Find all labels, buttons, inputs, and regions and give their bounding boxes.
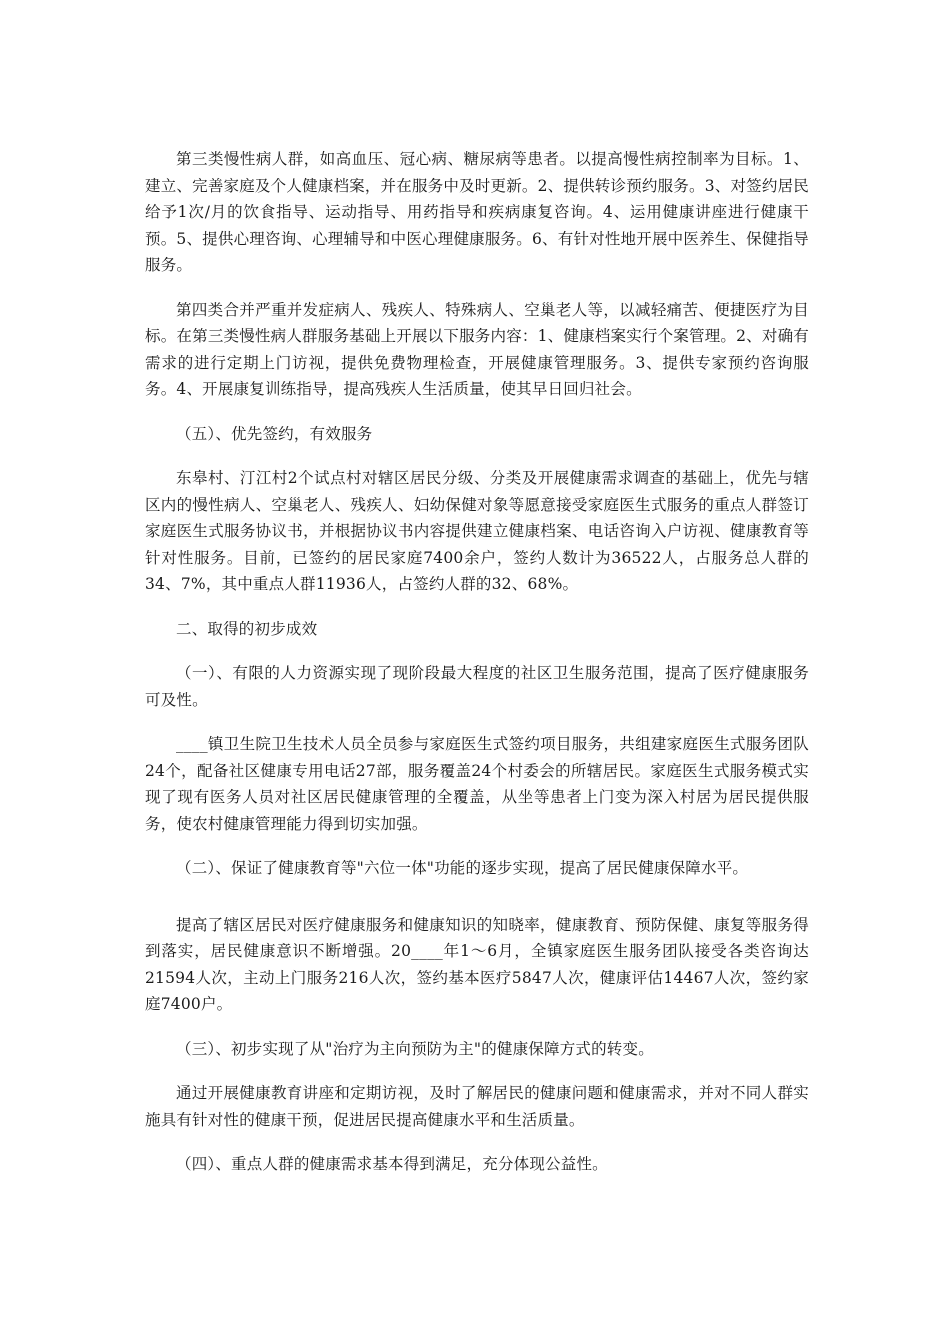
paragraph-health-awareness: 提高了辖区居民对医疗健康服务和健康知识的知晓率，健康教育、预防保健、康复等服务得到落实，居民健康意识不断增强。20____年1～6月，全镇家庭医生服务团队接受各类咨询达21594人次，主动上门服务216人次，签约基本医疗5847人次，健康评估14467人次，签约家庭7400户。 (145, 915, 809, 1013)
heading-priority-signing: （五）、优先签约，有效服务 (176, 424, 373, 443)
paragraph-category-three: 第三类慢性病人群，如高血压、冠心病、糖尿病等患者。以提高慢性病控制率为目标。1、建立、完善家庭及个人健康档案，并在服务中及时更新。2、提供转诊预约服务。3、对签约居民给予1次/月的饮食指导、运动指导、用药指导和疾病康复咨询。4、运用健康讲座进行健康干预。5、提供心理咨询、心理辅导和中医心理健康服务。6、有针对性地开展中医养生、保健指导服务。 (145, 150, 809, 274)
paragraph-service-teams: ____镇卫生院卫生技术人员全员参与家庭医生式签约项目服务，共组建家庭医生式服务团队24个，配备社区健康专用电话27部，服务覆盖24个村委会的所辖居民。家庭医生式服务模式实现了现有医务人员对社区居民健康管理的全覆盖，从坐等患者上门变为深入村居为居民提供服务，使农村健康管理能力得到切实加强。 (145, 735, 809, 833)
heading-result-one: （一）、有限的人力资源实现了现阶段最大程度的社区卫生服务范围，提高了医疗健康服务可及性。 (145, 664, 809, 709)
paragraph-pilot-villages: 东皋村、汀江村2个试点村对辖区居民分级、分类及开展健康需求调查的基础上，优先与辖区内的慢性病人、空巢老人、残疾人、妇幼保健对象等愿意接受家庭医生式服务的重点人群签订家庭医生式服务协议书，并根据协议书内容提供建立健康档案、电话咨询入户访视、健康教育等针对性服务。目前，已签约的居民家庭7400余户，签约人数计为36522人，占服务总人群的34、7%，其中重点人群11936人，占签约人群的32、68%。 (145, 469, 809, 593)
heading-preliminary-results: 二、取得的初步成效 (176, 619, 318, 638)
heading-result-two: （二）、保证了健康教育等"六位一体"功能的逐步实现，提高了居民健康保障水平。 (176, 859, 749, 877)
paragraph-category-four: 第四类合并严重并发症病人、残疾人、特殊病人、空巢老人等，以减轻痛苦、便捷医疗为目标。在第三类慢性病人群服务基础上开展以下服务内容：1、健康档案实行个案管理。2、对确有需求的进行定期上门访视，提供免费物理检查，开展健康管理服务。3、提供专家预约咨询服务。4、开展康复训练指导，提高残疾人生活质量，使其早日回归社会。 (145, 300, 809, 398)
heading-result-four: （四）、重点人群的健康需求基本得到满足，充分体现公益性。 (176, 1155, 608, 1173)
paragraph-health-intervention: 通过开展健康教育讲座和定期访视，及时了解居民的健康问题和健康需求，并对不同人群实施具有针对性的健康干预，促进居民提高健康水平和生活质量。 (145, 1084, 809, 1129)
heading-result-three: （三）、初步实现了从"治疗为主向预防为主"的健康保障方式的转变。 (176, 1039, 654, 1058)
document-page (145, 146, 809, 1178)
